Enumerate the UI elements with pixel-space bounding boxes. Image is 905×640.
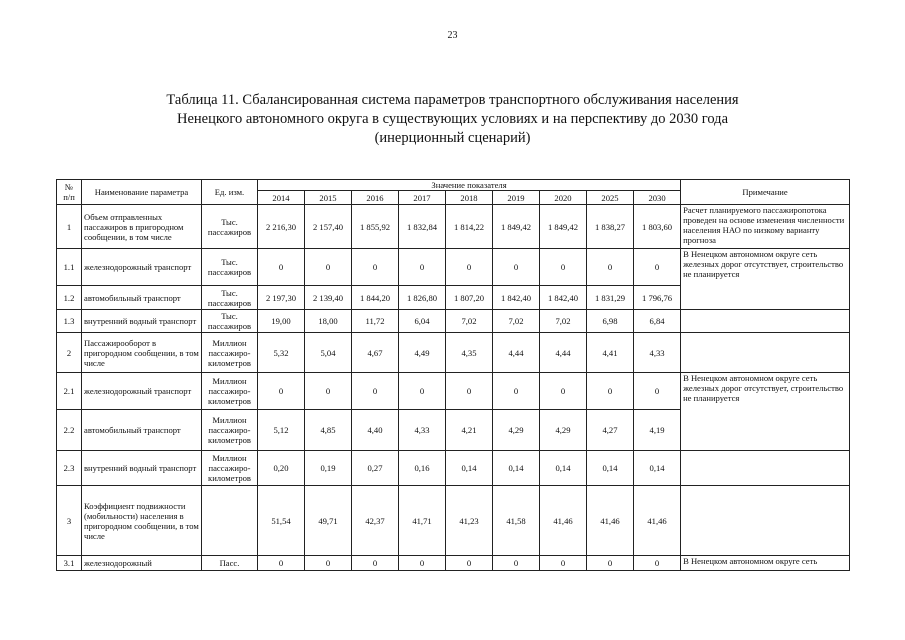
- row-value-2019: 0,14: [493, 451, 540, 486]
- row-value-2014: 19,00: [258, 310, 305, 333]
- row-value-2019: 41,58: [493, 486, 540, 556]
- table-title-line-2: Ненецкого автономного округа в существующих условиях и на перспективу до 2030 года: [176, 111, 728, 127]
- row-value-2025: 0: [587, 249, 634, 286]
- row-value-2020: 41,46: [540, 486, 587, 556]
- row-value-2015: 0,19: [305, 451, 352, 486]
- row-value-2020: 0: [540, 249, 587, 286]
- row-value-2025: 4,41: [587, 333, 634, 373]
- row-value-2014: 51,54: [258, 486, 305, 556]
- row-value-2030: 1 796,76: [634, 286, 681, 310]
- row-value-2017: 0: [399, 249, 446, 286]
- row-value-2030: 0: [634, 556, 681, 571]
- row-value-2019: 1 849,42: [493, 205, 540, 249]
- row-value-2030: 6,84: [634, 310, 681, 333]
- header-number: [57, 180, 82, 205]
- row-parameter-name: внутренний водный транспорт: [82, 310, 202, 333]
- header-year: 2025: [587, 191, 634, 205]
- row-value-2015: 2 139,40: [305, 286, 352, 310]
- row-note: В Ненецком автономном округе сеть железных дорог отсутствует, строительство не планируется: [681, 249, 850, 310]
- row-value-2020: 0,14: [540, 451, 587, 486]
- row-number: 3.1: [57, 556, 82, 571]
- row-value-2030: 1 803,60: [634, 205, 681, 249]
- row-value-2020: 0: [540, 373, 587, 410]
- row-value-2016: 0: [352, 373, 399, 410]
- page-number: 23: [447, 30, 458, 41]
- row-parameter-name: железнодорожный транспорт: [82, 249, 202, 286]
- header-year: 2018: [446, 191, 493, 205]
- row-value-2014: 0,20: [258, 451, 305, 486]
- row-unit: Тыс. пассажиров: [202, 249, 258, 286]
- table-title-line-3: (инерционный сценарий): [374, 130, 531, 146]
- row-note: [681, 486, 850, 556]
- row-value-2018: 1 814,22: [446, 205, 493, 249]
- row-value-2020: 4,44: [540, 333, 587, 373]
- row-value-2030: 0: [634, 249, 681, 286]
- row-value-2025: 0: [587, 556, 634, 571]
- row-value-2016: 0: [352, 249, 399, 286]
- row-value-2025: 41,46: [587, 486, 634, 556]
- row-value-2020: 7,02: [540, 310, 587, 333]
- header-year: 2014: [258, 191, 305, 205]
- row-value-2015: 0: [305, 249, 352, 286]
- row-value-2019: 4,44: [493, 333, 540, 373]
- header-year: 2019: [493, 191, 540, 205]
- row-value-2015: 0: [305, 556, 352, 571]
- row-value-2016: 11,72: [352, 310, 399, 333]
- row-value-2020: 4,29: [540, 410, 587, 451]
- table-body: [57, 205, 850, 571]
- header-unit: Ед. изм.: [202, 180, 258, 205]
- row-number: 2.3: [57, 451, 82, 486]
- header-note: Примечание: [681, 180, 850, 205]
- row-value-2025: 0: [587, 373, 634, 410]
- row-value-2018: 4,35: [446, 333, 493, 373]
- row-value-2015: 5,04: [305, 333, 352, 373]
- row-note: В Ненецком автономном округе сеть железных дорог отсутствует, строительство не планируется: [681, 373, 850, 451]
- row-value-2030: 41,46: [634, 486, 681, 556]
- row-unit: Миллион пассажиро-километров: [202, 373, 258, 410]
- header-value-group: Значение показателя: [258, 180, 681, 191]
- row-value-2017: 41,71: [399, 486, 446, 556]
- row-value-2025: 4,27: [587, 410, 634, 451]
- row-value-2030: 4,33: [634, 333, 681, 373]
- row-value-2014: 0: [258, 249, 305, 286]
- table-row: [57, 333, 850, 373]
- header-year: 2017: [399, 191, 446, 205]
- row-number: 1: [57, 205, 82, 249]
- row-value-2017: 0,16: [399, 451, 446, 486]
- row-value-2018: 4,21: [446, 410, 493, 451]
- row-number: 2.1: [57, 373, 82, 410]
- row-note: Расчет планируемого пассажиропотока проведен на основе изменения численности населения НАО по низкому варианту прогноза: [681, 205, 850, 249]
- row-value-2019: 4,29: [493, 410, 540, 451]
- row-value-2018: 0,14: [446, 451, 493, 486]
- row-parameter-name: железнодорожный: [82, 556, 202, 571]
- row-value-2015: 18,00: [305, 310, 352, 333]
- row-number: 1.1: [57, 249, 82, 286]
- row-value-2014: 2 197,30: [258, 286, 305, 310]
- row-value-2030: 4,19: [634, 410, 681, 451]
- table-row: [57, 486, 850, 556]
- row-value-2014: 0: [258, 556, 305, 571]
- row-value-2020: 1 849,42: [540, 205, 587, 249]
- row-value-2016: 4,40: [352, 410, 399, 451]
- header-year: 2016: [352, 191, 399, 205]
- row-value-2016: 0: [352, 556, 399, 571]
- row-value-2018: 7,02: [446, 310, 493, 333]
- table-row: [57, 373, 850, 410]
- row-value-2025: 6,98: [587, 310, 634, 333]
- table-row: [57, 249, 850, 286]
- row-value-2020: 1 842,40: [540, 286, 587, 310]
- row-parameter-name: Пассажирооборот в пригородном сообщении, в том числе: [82, 333, 202, 373]
- row-parameter-name: Коэффициент подвижности (мобильности) населения в пригородном сообщении, в том числе: [82, 486, 202, 556]
- row-value-2018: 1 807,20: [446, 286, 493, 310]
- row-value-2015: 0: [305, 373, 352, 410]
- row-parameter-name: Объем отправленных пассажиров в пригородном сообщении, в том числе: [82, 205, 202, 249]
- table-row: [57, 451, 850, 486]
- row-value-2017: 1 832,84: [399, 205, 446, 249]
- row-value-2030: 0,14: [634, 451, 681, 486]
- row-value-2018: 0: [446, 373, 493, 410]
- row-parameter-name: внутренний водный транспорт: [82, 451, 202, 486]
- row-number: 3: [57, 486, 82, 556]
- row-value-2016: 4,67: [352, 333, 399, 373]
- row-unit: Тыс. пассажиров: [202, 310, 258, 333]
- row-unit: Миллион пассажиро-километров: [202, 451, 258, 486]
- row-unit: Миллион пассажиро-километров: [202, 410, 258, 451]
- row-parameter-name: железнодорожный транспорт: [82, 373, 202, 410]
- row-unit: Миллион пассажиро-километров: [202, 333, 258, 373]
- table-row: [57, 310, 850, 333]
- table-row: [57, 205, 850, 249]
- row-note: В Ненецком автономном округе сеть: [681, 556, 850, 571]
- row-value-2019: 0: [493, 249, 540, 286]
- row-value-2019: 1 842,40: [493, 286, 540, 310]
- row-unit: Тыс. пассажиров: [202, 286, 258, 310]
- row-value-2018: 0: [446, 556, 493, 571]
- table-title-line-1: Таблица 11. Сбалансированная система параметров транспортного обслуживания населения: [166, 92, 739, 108]
- row-value-2016: 1 855,92: [352, 205, 399, 249]
- table-header: [57, 180, 850, 205]
- header-year: 2030: [634, 191, 681, 205]
- header-number-line-1: №: [64, 182, 74, 192]
- table-title: [0, 91, 905, 148]
- row-value-2025: 1 838,27: [587, 205, 634, 249]
- row-value-2017: 0: [399, 373, 446, 410]
- row-value-2014: 5,12: [258, 410, 305, 451]
- row-value-2019: 0: [493, 556, 540, 571]
- header-year: 2020: [540, 191, 587, 205]
- row-value-2015: 4,85: [305, 410, 352, 451]
- row-value-2014: 5,32: [258, 333, 305, 373]
- row-value-2017: 4,49: [399, 333, 446, 373]
- row-value-2016: 0,27: [352, 451, 399, 486]
- row-number: 1.3: [57, 310, 82, 333]
- row-value-2016: 1 844,20: [352, 286, 399, 310]
- row-number: 2.2: [57, 410, 82, 451]
- row-value-2019: 7,02: [493, 310, 540, 333]
- row-value-2015: 2 157,40: [305, 205, 352, 249]
- row-value-2019: 0: [493, 373, 540, 410]
- row-value-2020: 0: [540, 556, 587, 571]
- row-value-2014: 0: [258, 373, 305, 410]
- parameters-table: [56, 179, 850, 571]
- row-value-2025: 0,14: [587, 451, 634, 486]
- row-value-2025: 1 831,29: [587, 286, 634, 310]
- row-parameter-name: автомобильный транспорт: [82, 410, 202, 451]
- row-unit: Пасс.: [202, 556, 258, 571]
- row-value-2015: 49,71: [305, 486, 352, 556]
- header-year: 2015: [305, 191, 352, 205]
- row-unit: Тыс. пассажиров: [202, 205, 258, 249]
- row-note: [681, 333, 850, 373]
- row-parameter-name: автомобильный транспорт: [82, 286, 202, 310]
- row-value-2017: 1 826,80: [399, 286, 446, 310]
- row-number: 2: [57, 333, 82, 373]
- row-note: [681, 310, 850, 333]
- row-value-2030: 0: [634, 373, 681, 410]
- row-number: 1.2: [57, 286, 82, 310]
- row-value-2017: 4,33: [399, 410, 446, 451]
- row-note: [681, 451, 850, 486]
- row-value-2017: 0: [399, 556, 446, 571]
- row-value-2014: 2 216,30: [258, 205, 305, 249]
- row-value-2017: 6,04: [399, 310, 446, 333]
- table-row: [57, 556, 850, 571]
- header-parameter-name: Наименование параметра: [82, 180, 202, 205]
- header-number-line-2: п/п: [63, 192, 75, 202]
- row-value-2016: 42,37: [352, 486, 399, 556]
- row-value-2018: 0: [446, 249, 493, 286]
- row-unit: [202, 486, 258, 556]
- row-value-2018: 41,23: [446, 486, 493, 556]
